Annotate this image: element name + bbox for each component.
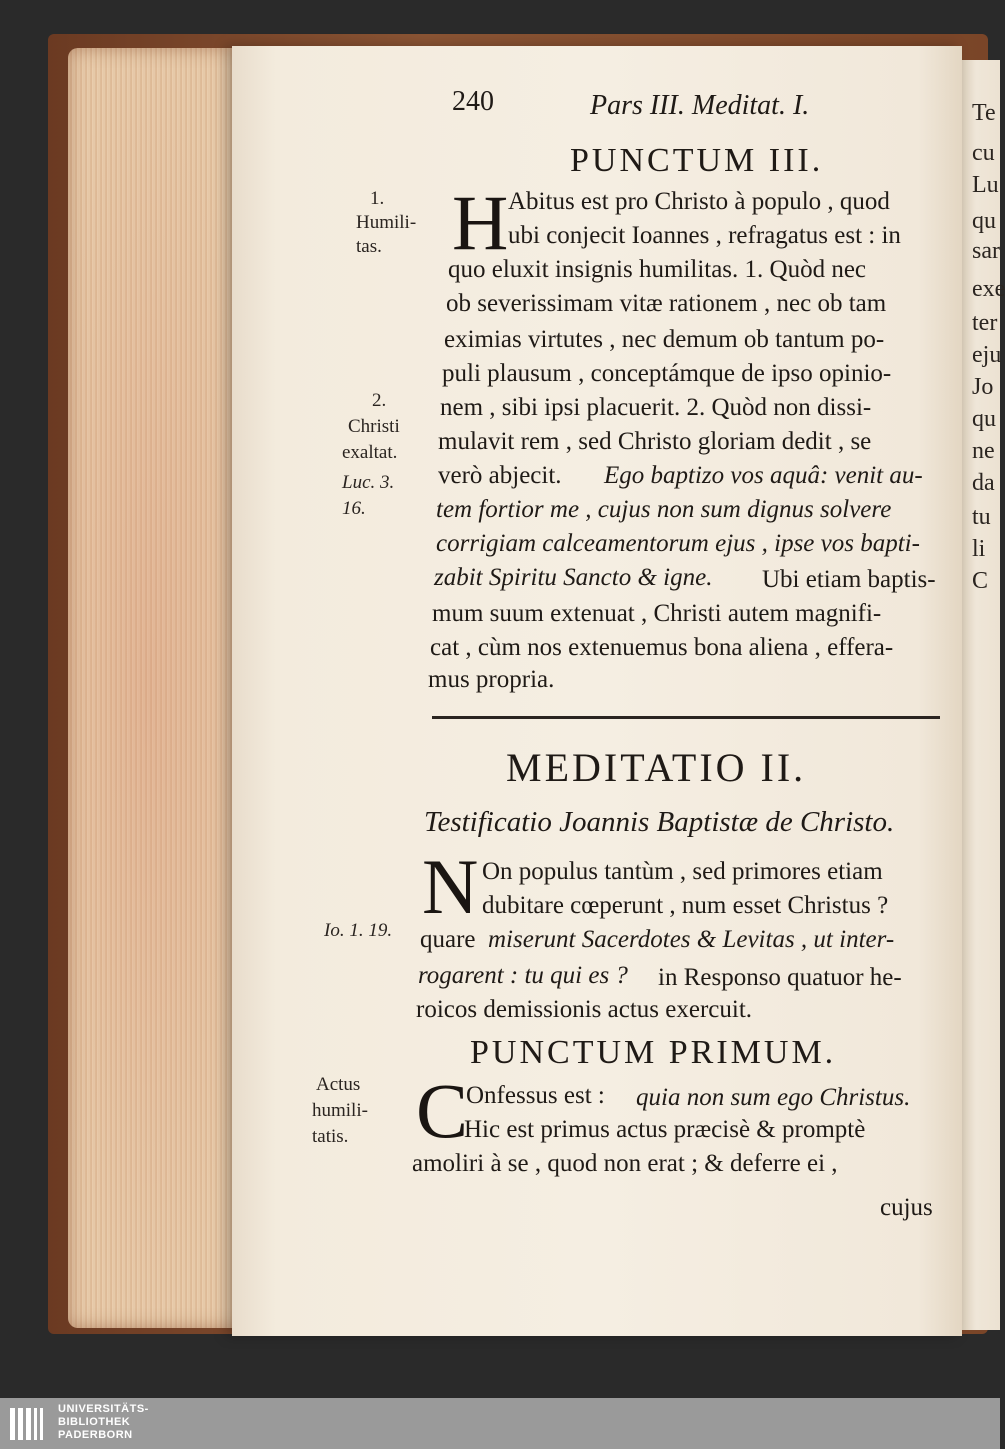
library-name-line: UNIVERSITÄTS- (58, 1403, 149, 1415)
text-line-italic: miserunt Sacerdotes & Levitas , ut inter- (488, 926, 895, 953)
library-name-line: PADERBORN (58, 1429, 133, 1441)
text-line: in Responso quatuor he- (658, 964, 902, 991)
text-line-italic: rogarent : tu qui es ? (418, 962, 628, 989)
next-page-fragment: li (972, 536, 986, 562)
text-line: mus propria. (428, 666, 555, 693)
text-line: quo eluxit insignis humilitas. 1. Quòd nec (448, 256, 867, 283)
meditatio-heading: MEDITATIO II. (506, 745, 807, 790)
text-line: quare (420, 926, 476, 953)
library-name (58, 1403, 149, 1442)
next-page-fragment: eju (972, 342, 1002, 368)
next-page-fragment: qu (972, 406, 996, 432)
margin-note: tatis. (312, 1126, 349, 1147)
margin-note: Humili- (356, 212, 417, 233)
text-line-italic: tem fortior me , cujus non sum dignus solvere (436, 496, 892, 523)
text-line: ob severissimam vitæ rationem , nec ob tam (446, 290, 887, 317)
next-page-fragment: exe (972, 276, 1005, 302)
text-line-italic: quia non sum ego Christus. (636, 1084, 911, 1111)
next-page-fragment: cu (972, 140, 995, 166)
text-line: nem , sibi ipsi placuerit. 2. Quòd non dissi- (440, 394, 872, 421)
page-number: 240 (452, 86, 494, 117)
margin-note: Actus (316, 1074, 361, 1095)
text-line: amoliri à se , quod non erat ; & deferre ei , (412, 1150, 838, 1177)
next-page-fragment: qu (972, 208, 996, 234)
text-line: Hic est primus actus præcisè & promptè (464, 1116, 866, 1143)
next-page-fragment: da (972, 470, 995, 496)
margin-note: Christi (348, 416, 400, 437)
text-line: cat , cùm nos extenuemus bona aliena , effera- (430, 634, 894, 661)
text-line: puli plausum , conceptámque de ipso opinio- (442, 360, 892, 387)
text-line: On populus tantùm , sed primores etiam (482, 858, 883, 885)
next-page-fragment: ter (972, 310, 998, 336)
text-line: Onfessus est : (466, 1082, 605, 1109)
margin-note: 2. (372, 390, 387, 411)
drop-cap: C (416, 1067, 469, 1154)
text-line: ubi conjecit Ioannes , refragatus est : in (508, 222, 901, 249)
library-name-line: BIBLIOTHEK (58, 1416, 131, 1428)
text-line-italic: corrigiam calceamentorum ejus , ipse vos bapti- (436, 530, 920, 557)
section-heading: PUNCTUM III. (570, 142, 824, 179)
text-line: roicos demissionis actus exercuit. (416, 996, 753, 1023)
next-page-fragment: C (972, 568, 989, 594)
text-line: verò abjecit. (438, 462, 562, 489)
next-page-fragment: Jo (972, 374, 994, 400)
drop-cap: N (422, 843, 479, 930)
next-page-edge (960, 60, 1005, 1330)
meditatio-subtitle: Testificatio Joannis Baptistæ de Christo. (424, 806, 895, 838)
margin-note: 16. (342, 498, 366, 519)
next-page-fragment: Te (972, 100, 996, 126)
catchword: cujus (880, 1194, 933, 1221)
margin-note: 1. (370, 188, 385, 209)
text-line: dubitare cœperunt , num esset Christus ? (482, 892, 889, 919)
next-page-fragment: Lu (972, 172, 999, 198)
margin-note: humili- (312, 1100, 368, 1121)
drop-cap: H (452, 179, 509, 266)
next-page-fragment: sar (972, 238, 1000, 264)
section-divider (432, 716, 940, 719)
text-line-italic: Ego baptizo vos aquâ: venit au- (604, 462, 923, 489)
text-line: Abitus est pro Christo à populo , quod (508, 188, 890, 215)
text-line-italic: zabit Spiritu Sancto & igne. (434, 564, 713, 591)
next-page-fragment: ne (972, 438, 995, 464)
text-line: mulavit rem , sed Christo gloriam dedit , se (438, 428, 872, 455)
library-footer (0, 1398, 1000, 1449)
margin-note: Luc. 3. (342, 472, 395, 493)
text-line: Ubi etiam baptis- (762, 566, 936, 593)
section-heading: PUNCTUM PRIMUM. (470, 1034, 837, 1071)
library-logo-icon (8, 1404, 48, 1444)
margin-note: tas. (356, 236, 382, 257)
margin-note: Io. 1. 19. (324, 920, 393, 941)
next-page-fragment: tu (972, 504, 991, 530)
text-line: mum suum extenuat , Christi autem magnifi- (432, 600, 882, 627)
running-title: Pars III. Meditat. I. (590, 90, 810, 121)
text-line: eximias virtutes , nec demum ob tantum po- (444, 326, 885, 353)
margin-note: exaltat. (342, 442, 398, 463)
